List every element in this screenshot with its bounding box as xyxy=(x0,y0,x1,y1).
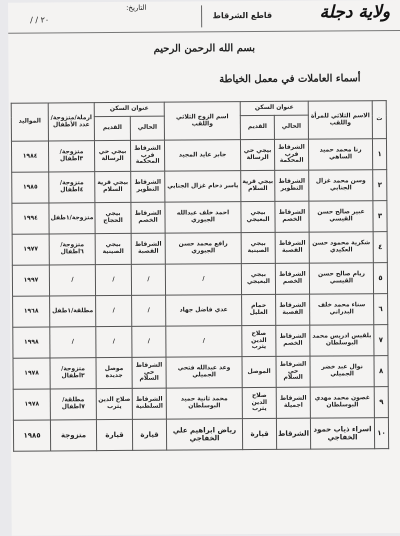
cell-husband: / xyxy=(166,326,242,358)
cell-num: ٣ xyxy=(373,201,387,232)
cell-cur2: الشرقاط القصبة xyxy=(131,233,165,264)
cell-name: ريام صالح حسن القيسي xyxy=(309,263,373,294)
cell-name: وسن محمد غزال الجنابي xyxy=(309,170,373,201)
cell-birth: ١٩٧٨ xyxy=(13,358,50,389)
cell-old2: صلاح الدين يثرب xyxy=(96,388,132,419)
cell-birth: ١٩٨٥ xyxy=(12,172,49,203)
table-row xyxy=(11,139,386,173)
basmala: بسم الله الرحمن الرحيم xyxy=(153,43,256,55)
cell-old2: / xyxy=(95,264,131,295)
cell-cur: الشرقاط التطوير xyxy=(275,170,309,201)
cell-status: متزوجة xyxy=(50,420,96,451)
cell-name: عبير صالح حسن القيسي xyxy=(309,201,373,232)
cell-old2: بيجي قرية السلام xyxy=(95,171,131,202)
col-status: ارملة/متزوجة/عدد الأطفال xyxy=(48,103,94,141)
cell-cur2: قيارة xyxy=(132,419,166,450)
cell-birth: ١٩٨٥ xyxy=(13,420,50,451)
table-row xyxy=(13,325,388,359)
col-husband: اسم الزوج الثلاثي واللقب xyxy=(164,102,240,141)
cell-old2: موصل جديدة xyxy=(96,357,132,388)
col-address2: عنوان السكن xyxy=(94,102,164,116)
cell-name: رنا محمد حميد الساهي xyxy=(309,139,373,170)
cell-old: قيارة xyxy=(242,418,276,449)
table-row xyxy=(12,232,387,266)
cell-status: / xyxy=(50,327,96,358)
cell-old2: / xyxy=(96,326,132,357)
letterhead xyxy=(8,0,400,34)
col-name: الاسم الثلاثي للمرأة واللقب xyxy=(308,101,372,139)
cell-name: شكرية محمود حسن العكيدي xyxy=(309,232,373,263)
cell-cur2: الشرقاط السلطنية xyxy=(132,388,166,419)
cell-birth: ١٩٦٨ xyxy=(13,296,50,327)
cell-birth: ١٩٩٨ xyxy=(13,327,50,358)
cell-cur2: / xyxy=(132,326,166,357)
cell-husband: محمد ثانية حميد البوسلطان xyxy=(166,388,242,420)
cell-num: ٢ xyxy=(373,170,387,201)
cell-cur: الشرقاط الخصم xyxy=(276,325,310,356)
document-page xyxy=(8,0,400,536)
cell-num: ١٠ xyxy=(374,418,388,449)
col-address: عنوان السكن xyxy=(240,101,308,115)
cell-husband: احمد خلف عبدالله الجبوري xyxy=(165,202,241,234)
cell-status: متزوجة/٣اطفال xyxy=(50,358,96,389)
cell-cur: الشرقاط قرب المحكمة xyxy=(275,139,309,170)
table-row xyxy=(13,418,388,452)
cell-num: ١ xyxy=(372,139,386,170)
cell-old: صلاح الدين يثرب xyxy=(242,387,276,418)
table-row xyxy=(12,263,387,297)
cell-old2: / xyxy=(96,295,132,326)
cell-birth: ١٩٨٤ xyxy=(11,141,48,172)
cell-num: ٥ xyxy=(373,263,387,294)
cell-cur2: / xyxy=(131,264,165,295)
cell-old: حمام العليل xyxy=(242,294,276,325)
cell-birth: ١٩٩٤ xyxy=(12,203,49,234)
col-old: القديم xyxy=(240,115,274,139)
cell-husband: جابر عايد المجيد xyxy=(164,140,240,172)
cell-cur: الشرقاط الخصم xyxy=(275,201,309,232)
cell-old: بيجي الصينية xyxy=(241,232,275,263)
cell-cur: الشرقاط الخصم xyxy=(275,263,309,294)
cell-status: متزوجة/٦اطفال xyxy=(49,234,95,265)
col-old2: القديم xyxy=(94,116,130,140)
cell-status: متزوجة/٤اطفال xyxy=(49,172,95,203)
cell-status: مطلقة/٧اطفال xyxy=(50,389,96,420)
col-current2: الحالي xyxy=(130,116,164,140)
date-label: التاريخ: xyxy=(126,3,147,12)
cell-cur: الشرقاط xyxy=(276,418,310,449)
cell-name: نوال عبد خضر الجميلي xyxy=(310,356,374,387)
cell-cur: الشرقاط حي السلام xyxy=(276,356,310,387)
table-row xyxy=(13,294,388,328)
cell-birth: ١٩٧٨ xyxy=(13,389,50,420)
logo-wordmark: ولاية دجلة xyxy=(319,2,391,23)
cell-old: بيجي البعيجي xyxy=(241,201,275,232)
cell-cur2: الشرقاط التطوير xyxy=(131,171,165,202)
cell-old: بيجي قرية السلام xyxy=(241,170,275,201)
cell-old2: بيجي حي الرسالة xyxy=(94,140,130,171)
cell-name: سناء محمد خلف البدراني xyxy=(310,294,374,325)
cell-cur2: / xyxy=(132,295,166,326)
cell-num: ٦ xyxy=(374,294,388,325)
cell-old2: قيارة xyxy=(96,419,132,450)
cell-husband: رافع محمد حسن الجبوري xyxy=(165,233,241,265)
cell-num: ٧ xyxy=(374,325,388,356)
cell-name: اسراء ذياب حمود الخفاجي xyxy=(310,418,374,449)
cell-cur2: الشرقاط الخصم xyxy=(131,202,165,233)
table-row xyxy=(13,356,388,390)
document-title: أسماء العاملات في معمل الخياطة xyxy=(219,73,361,86)
workers-table xyxy=(11,100,389,452)
cell-husband: عدي فاضل جهاد xyxy=(166,295,242,327)
col-birth: المواليد xyxy=(11,103,48,141)
cell-husband: وعد عبدالله فتحي الجميلي xyxy=(166,357,242,389)
cell-old: صلاح الدين يثرب xyxy=(242,325,276,356)
cell-cur: الشرقاط اجميلة xyxy=(276,387,310,418)
org-name: قاطع الشرقاط xyxy=(212,10,273,21)
cell-status: متزوجة/١طفل xyxy=(49,203,95,234)
cell-name: بلقيس ادريس محمد البوسلطان xyxy=(310,325,374,356)
cell-birth: ١٩٩٧ xyxy=(12,265,49,296)
cell-status: متزوجة/٣اطفال xyxy=(48,141,94,172)
cell-status: مطلقة/١طفل xyxy=(50,296,96,327)
cell-num: ٩ xyxy=(374,387,388,418)
cell-num: ٤ xyxy=(373,232,387,263)
table-row xyxy=(13,387,388,421)
cell-old2: بيجي الصينية xyxy=(95,233,131,264)
cell-husband: / xyxy=(165,264,241,296)
cell-num: ٨ xyxy=(374,356,388,387)
cell-husband: ياسر دحام غزال الجنابي xyxy=(165,171,241,203)
cell-cur2: الشرقاط حي السلام xyxy=(132,357,166,388)
cell-name: غصون محمد مهدي البوسلطان xyxy=(310,387,374,418)
cell-old: الموصل xyxy=(242,356,276,387)
cell-cur: الشرقاط القصبة xyxy=(276,294,310,325)
table-row xyxy=(12,201,387,235)
col-current: الحالي xyxy=(274,115,308,139)
header-divider xyxy=(201,5,202,27)
cell-status: / xyxy=(49,265,95,296)
cell-old: بيجي حي الرسالة xyxy=(240,139,274,170)
cell-cur2: الشرقاط قرب المحكمة xyxy=(130,140,164,171)
date-value: / / ٢٠ xyxy=(30,15,50,25)
cell-old: بيجي البعيجي xyxy=(241,263,275,294)
cell-husband: رياض ابراهيم علي الخفاجي xyxy=(166,419,242,451)
cell-birth: ١٩٧٧ xyxy=(12,234,49,265)
cell-cur: الشرقاط القصبة xyxy=(275,232,309,263)
col-num: ت xyxy=(372,101,386,139)
table-row xyxy=(12,170,387,204)
cell-old2: بيجي الحجاج xyxy=(95,202,131,233)
